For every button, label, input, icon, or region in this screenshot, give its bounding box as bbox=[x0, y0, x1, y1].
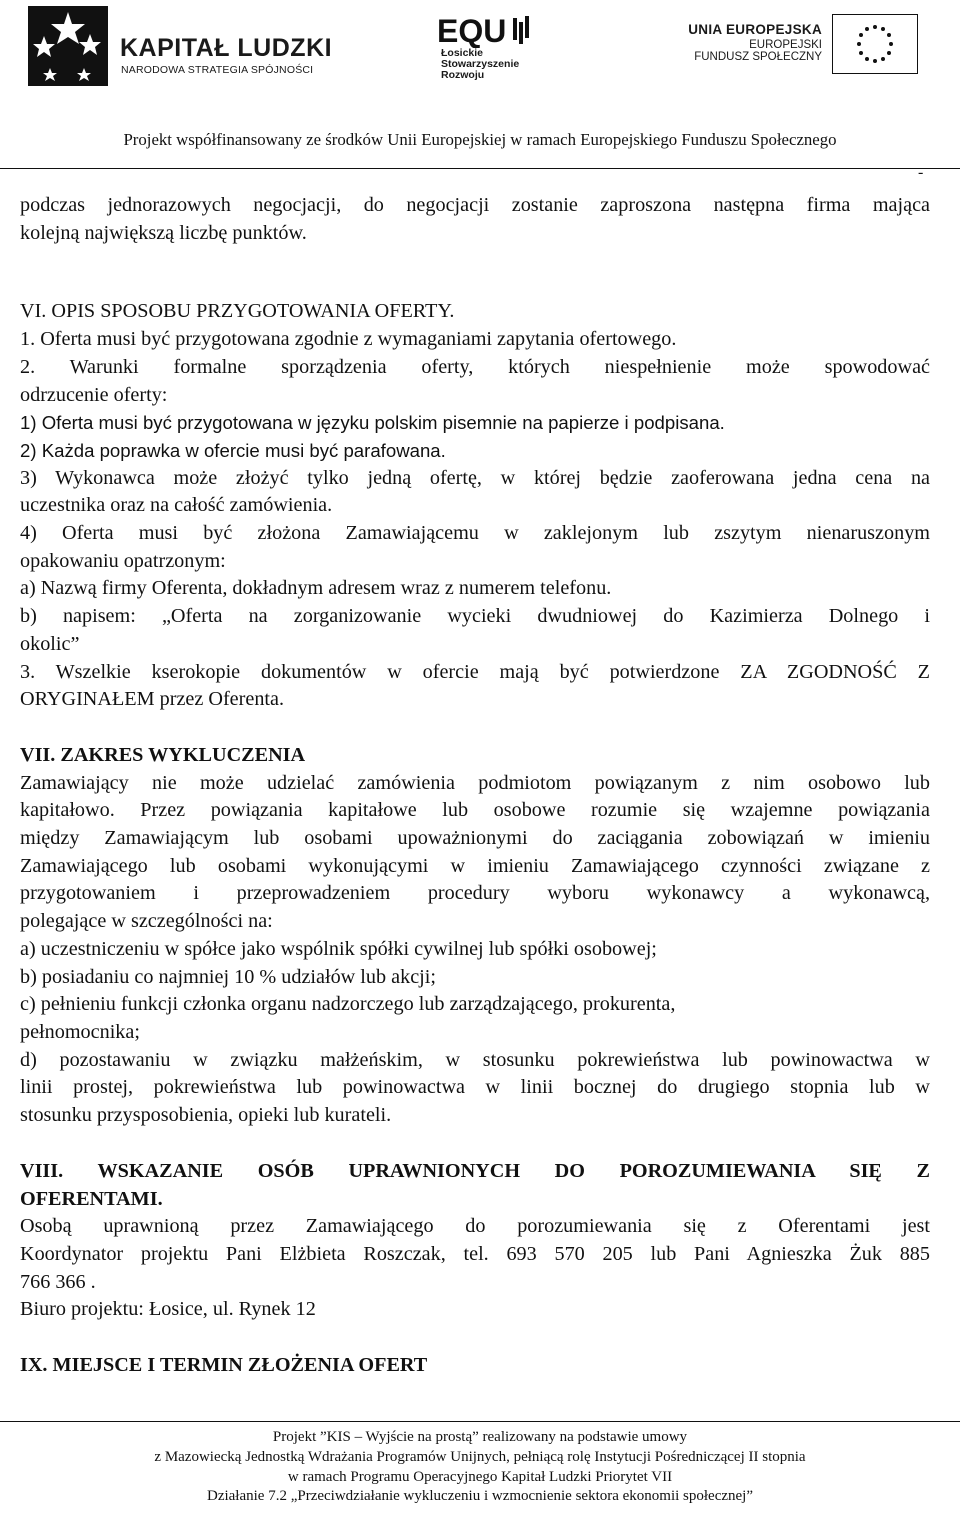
list-item: opakowaniu opatrzonym: bbox=[20, 549, 226, 572]
list-item: 3) Wykonawca może złożyć tylko jedną ofertę, w której będzie zaoferowana jedna cena na bbox=[20, 466, 930, 489]
paragraph-line: Zamawiającego lub osobami wykonującymi w imieniu Zamawiającego czynności związane z bbox=[20, 854, 930, 877]
eu-line-2: EUROPEJSKI bbox=[749, 39, 822, 51]
paragraph-line: Zamawiający nie może udzielać zamówienia podmiotom powiązanym z nim osobowo lub bbox=[20, 771, 930, 794]
list-item: linii prostej, pokrewieństwa lub powinowactwa w linii bocznej do drugiego stopnia lub w bbox=[20, 1076, 930, 1099]
list-item: a) Nazwą firmy Oferenta, dokładnym adresem wraz z numerem telefonu. bbox=[20, 577, 612, 600]
section-heading-vii: VII. ZAKRES WYKLUCZENIA bbox=[20, 743, 306, 766]
footer-line-4: Działanie 7.2 „Przeciwdziałanie wykluczeniu i wzmocnienie sektora ekonomii społecznej” bbox=[206, 1488, 754, 1505]
list-item: b) napisem: „Oferta na zorganizowanie wycieki dwudniowej do Kazimierza Dolnego i bbox=[20, 605, 930, 628]
list-item: 1. Oferta musi być przygotowana zgodnie z wymaganiami zapytania ofertowego. bbox=[20, 328, 677, 351]
eu-line-1: UNIA EUROPEJSKA bbox=[688, 22, 822, 37]
equal-wordmark-icon bbox=[435, 12, 545, 48]
paragraph-line: kapitałowo. Przez powiązania kapitałowe lub osobowe rozumie się wzajemne powiązania bbox=[20, 799, 930, 822]
list-item: 2) Każda poprawka w ofercie musi być parafowana. bbox=[20, 439, 446, 461]
eu-flag-icon bbox=[832, 14, 918, 74]
paragraph-line: Biuro projektu: Łosice, ul. Rynek 12 bbox=[20, 1298, 316, 1321]
list-item: 4) Oferta musi być złożona Zamawiającemu w zaklejonym lub zszytym nienaruszonym bbox=[20, 522, 930, 545]
footer bbox=[0, 1428, 960, 1507]
list-item: okolic” bbox=[20, 632, 80, 655]
list-item: 2. Warunki formalne sporządzenia oferty, których niespełnienie może spowodować bbox=[20, 355, 930, 378]
paragraph-line: między Zamawiającym lub osobami upoważnionymi do zaciągania zobowiązań w imieniu bbox=[20, 827, 930, 850]
footer-line-1: Projekt ”KIS – Wyjście na prostą” realizowany na podstawie umowy bbox=[272, 1429, 688, 1445]
equal-line-2: Stowarzyszenie bbox=[441, 58, 520, 70]
equal-line-3: Rozwoju bbox=[441, 69, 485, 81]
footer-line-3: w ramach Programu Operacyjnego Kapitał Ludzki Priorytet VII bbox=[287, 1468, 673, 1485]
list-item: c) pełnieniu funkcji członka organu nadzorczego lub zarządzającego, prokurenta, bbox=[20, 993, 676, 1016]
section-heading-vi: VI. OPIS SPOSOBU PRZYGOTOWANIA OFERTY. bbox=[20, 300, 455, 323]
section-heading-viii-cont: OFERENTAMI. bbox=[20, 1187, 163, 1210]
header-divider bbox=[0, 168, 960, 169]
paragraph-line: przygotowaniem i przeprowadzeniem procedury wyboru wykonawcy a wykonawcą, bbox=[20, 882, 930, 905]
paragraph-line: Koordynator projektu Pani Elżbieta Roszczak, tel. 693 570 205 lub Pani Agnieszka Żuk 885 bbox=[20, 1242, 930, 1265]
section-heading-ix: IX. MIEJSCE I TERMIN ZŁOŻENIA OFERT bbox=[20, 1354, 428, 1377]
kapital-ludzki-logo bbox=[28, 6, 358, 86]
document-body bbox=[20, 192, 930, 1380]
list-item: ORYGINAŁEM przez Oferenta. bbox=[20, 688, 285, 711]
cofinancing-note: Projekt współfinansowany ze środków Unii Europejskiej w ramach Europejskiego Funduszu Społecznego bbox=[123, 130, 837, 149]
header-logos bbox=[0, 0, 960, 95]
paragraph: podczas jednorazowych negocjacji, do negocjacji zostanie zaproszona następna firma mająca bbox=[20, 194, 930, 216]
equal-subtitle bbox=[441, 48, 519, 81]
section-heading-viii: VIII. WSKAZANIE OSÓB UPRAWNIONYCH DO POROZUMIEWANIA SIĘ Z bbox=[20, 1159, 930, 1182]
list-item: stosunku przysposobienia, opieki lub kurateli. bbox=[20, 1104, 392, 1127]
equal-line-1: Łosickie bbox=[441, 47, 484, 59]
list-item: 3. Wszelkie kserokopie dokumentów w ofercie mają być potwierdzone ZA ZGODNOŚĆ Z bbox=[20, 660, 930, 683]
footer-divider bbox=[0, 1421, 960, 1422]
list-item: b) posiadaniu co najmniej 10 % udziałów lub akcji; bbox=[20, 965, 436, 988]
footer-line-2: z Mazowiecką Jednostką Wdrażania Programów Unijnych, pełniącą rolę Instytucji Pośredniczącej II stopnia bbox=[154, 1448, 806, 1465]
kapital-ludzki-emblem-icon bbox=[28, 6, 108, 86]
list-item: pełnomocnika; bbox=[20, 1020, 140, 1043]
paragraph-line: 766 366 . bbox=[20, 1270, 96, 1293]
list-item: odrzucenie oferty: bbox=[20, 383, 168, 406]
eu-line-3: FUNDUSZ SPOŁECZNY bbox=[694, 51, 822, 63]
list-item: uczestnika oraz na całość zamówienia. bbox=[20, 494, 333, 517]
list-item: d) pozostawaniu w związku małżeńskim, w stosunku pokrewieństwa lub powinowactwa w bbox=[20, 1048, 930, 1071]
kapital-ludzki-subtitle: NARODOWA STRATEGIA SPÓJNOŚCI bbox=[121, 64, 314, 76]
paragraph: kolejną największą liczbę punktów. bbox=[20, 221, 307, 244]
eu-text bbox=[688, 22, 822, 63]
eu-logo bbox=[688, 8, 928, 88]
paragraph-line: polegające w szczególności na: bbox=[20, 910, 273, 933]
svg-text:EQU: EQU bbox=[437, 13, 507, 48]
paragraph-line: Osobą uprawnioną przez Zamawiającego do porozumiewania się z Oferentami jest bbox=[20, 1215, 930, 1238]
list-item: 1) Oferta musi być przygotowana w języku polskim pisemnie na papierze i podpisana. bbox=[20, 412, 725, 434]
list-item: a) uczestniczeniu w spółce jako wspólnik spółki cywilnej lub spółki osobowej; bbox=[20, 937, 657, 960]
kapital-ludzki-title: KAPITAŁ LUDZKI bbox=[120, 34, 333, 62]
header-dash: - bbox=[918, 164, 924, 181]
equal-losickie-logo bbox=[435, 12, 545, 82]
